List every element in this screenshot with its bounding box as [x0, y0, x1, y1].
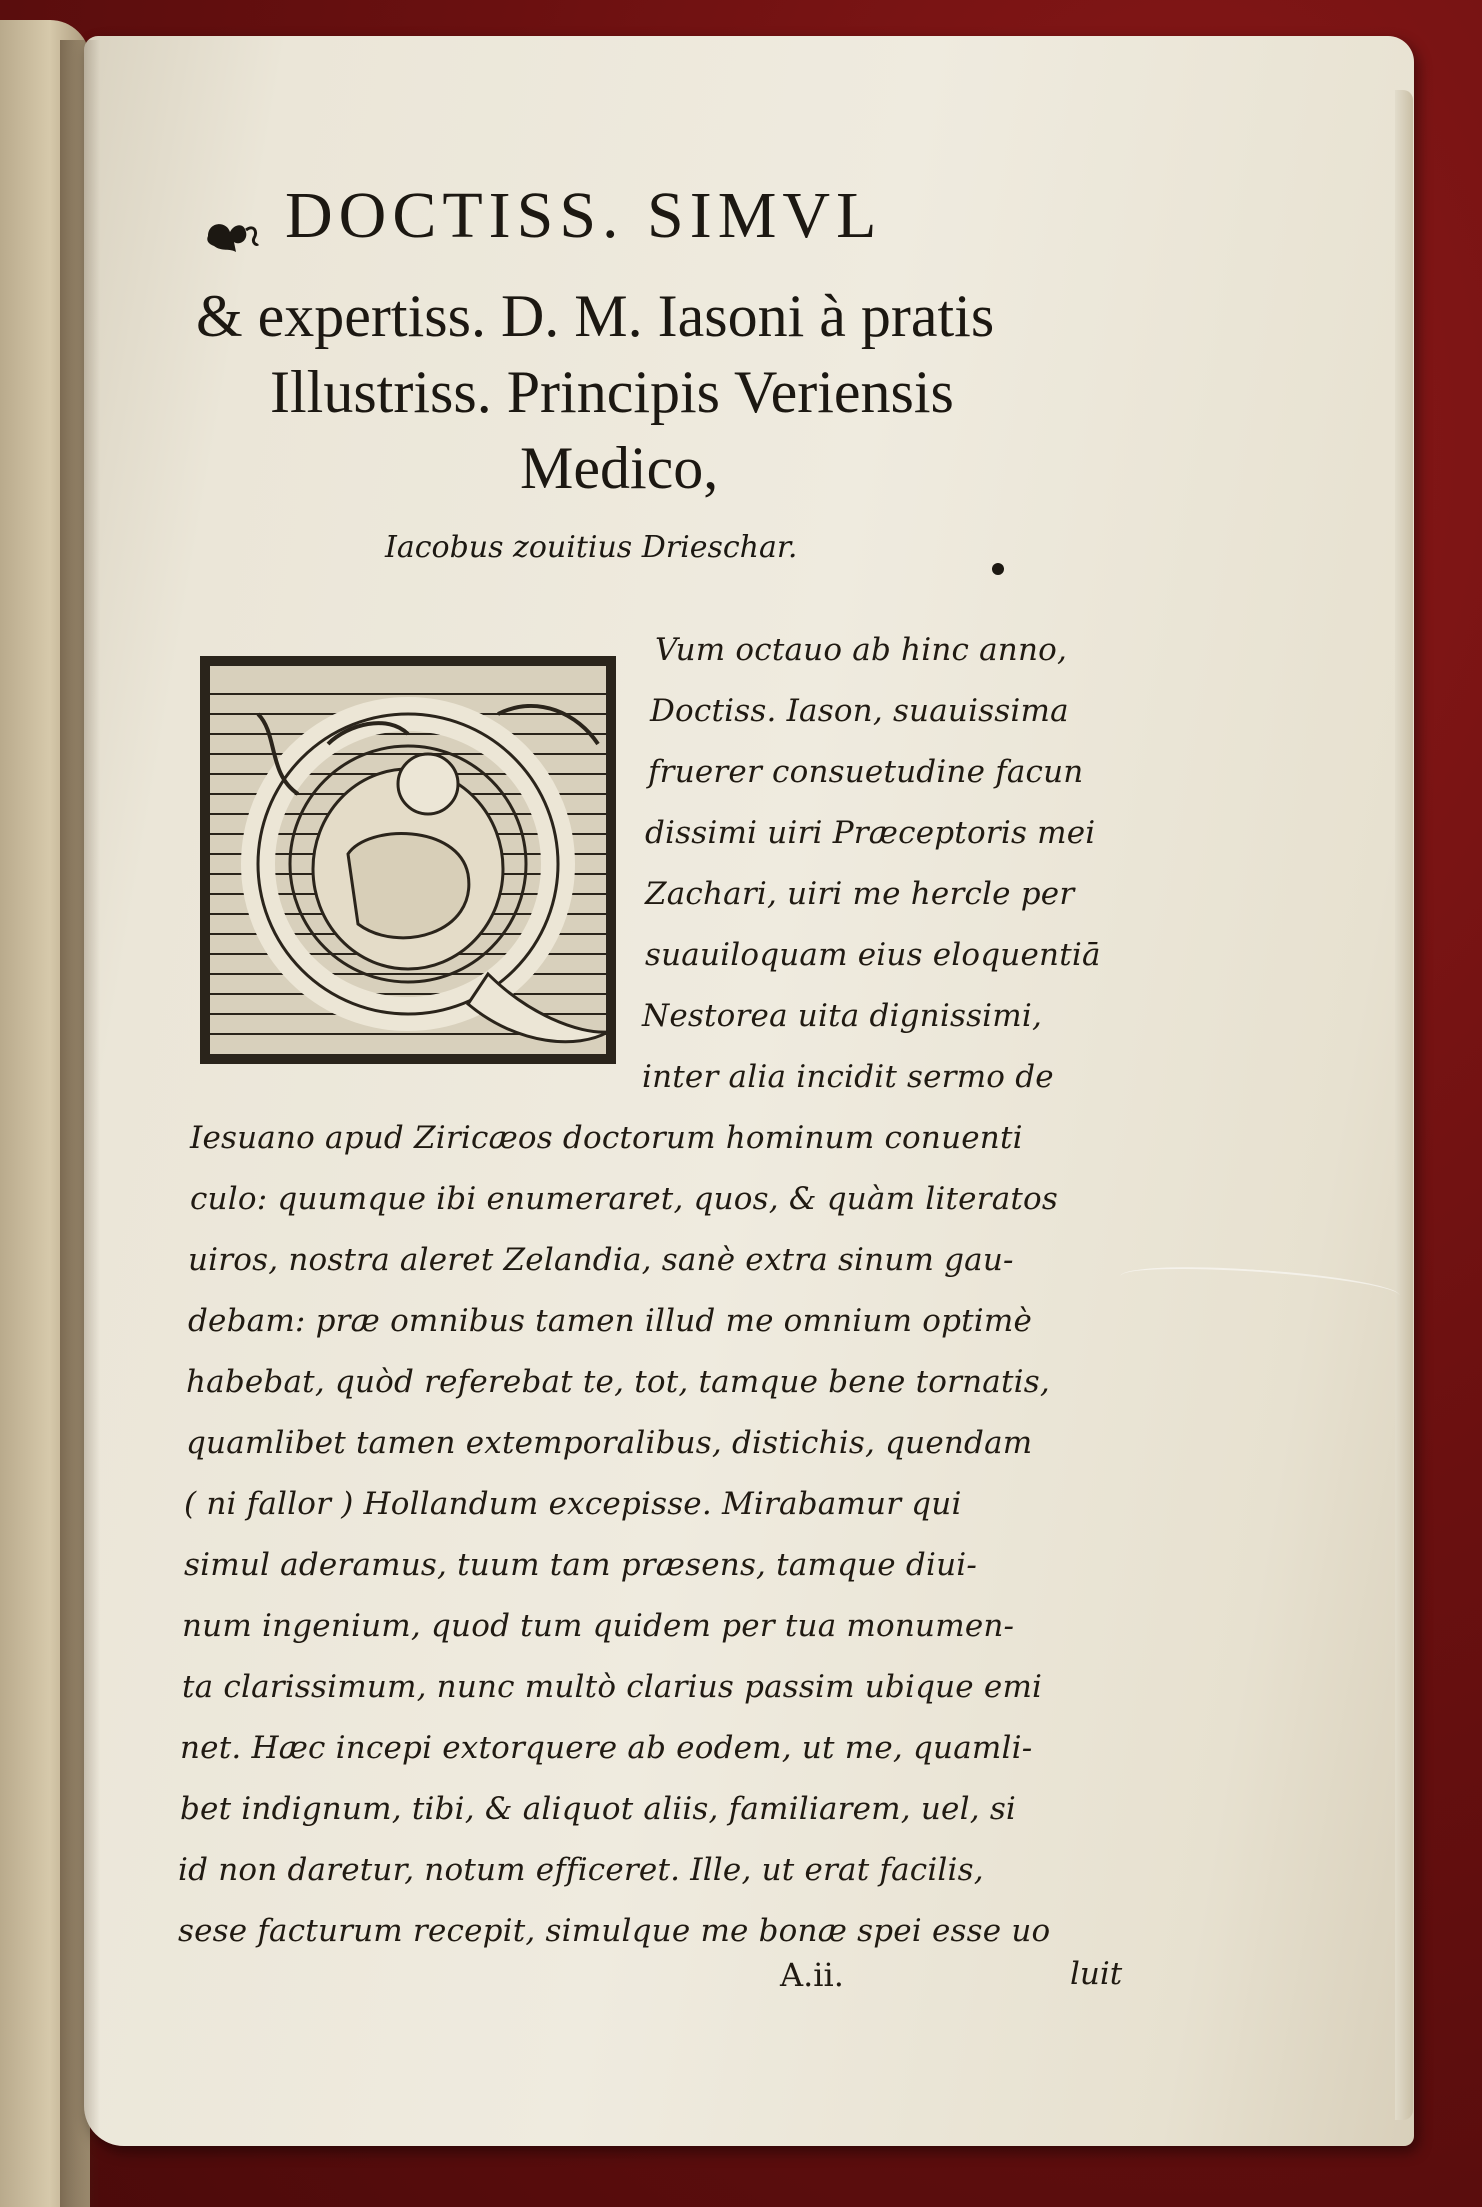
body-line: habebat, quòd referebat te, tot, tamque bene tornatis, — [186, 1364, 1050, 1400]
body-line: num ingenium, quod tum quidem per tua monumen- — [182, 1608, 1015, 1644]
body-line: quamlibet tamen extemporalibus, distichis, quendam — [186, 1425, 1033, 1461]
body-line: Doctiss. Iason, suauissima — [650, 693, 1069, 729]
book-gutter-shadow — [60, 40, 100, 2207]
catchword: luit — [1070, 1956, 1123, 1992]
body-line: inter alia incidit sermo de — [642, 1059, 1054, 1095]
body-line: net. Hæc incepi extorquere ab eodem, ut me, quamli- — [180, 1730, 1033, 1766]
body-line: bet indignum, tibi, & aliquot aliis, familiarem, uel, si — [180, 1791, 1017, 1827]
body-line: dissimi uiri Præceptoris mei — [645, 815, 1096, 851]
body-line: id non daretur, notum efficeret. Ille, ut erat facilis, — [178, 1852, 984, 1888]
ornamental-dot — [992, 563, 1004, 575]
body-line: sese facturum recepit, simulque me bonæ spei esse uo — [178, 1913, 1051, 1949]
page-fore-edge — [1395, 90, 1413, 2120]
body-line: culo: quumque ibi enumeraret, quos, & quàm literatos — [190, 1181, 1059, 1217]
body-line: Nestorea uita dignissimi, — [642, 998, 1043, 1034]
body-line: fruerer consuetudine facun — [648, 754, 1084, 790]
body-line: Vum octauo ab hinc anno, — [655, 632, 1068, 668]
heading-line-1: & expertiss. D. M. Iasoni à pratis — [196, 283, 995, 349]
body-line: simul aderamus, tuum tam præsens, tamque diui- — [184, 1547, 978, 1583]
heading-line-2: Illustriss. Principis Veriensis — [270, 359, 954, 425]
body-line: Iesuano apud Ziricæos doctorum hominum conuenti — [190, 1120, 1023, 1156]
body-line: ta clarissimum, nunc multò clarius passim ubique emi — [182, 1669, 1043, 1705]
body-line: Zachari, uiri me hercle per — [645, 876, 1075, 912]
body-line: debam: præ omnibus tamen illud me omnium optimè — [188, 1303, 1033, 1339]
fleuron-icon — [200, 210, 260, 260]
body-line: ( ni fallor ) Hollandum excepisse. Mirabamur qui — [184, 1486, 962, 1522]
body-line: uiros, nostra aleret Zelandia, sanè extra sinum gau- — [188, 1242, 1014, 1278]
signature-mark: A.ii. — [780, 1956, 844, 1994]
woodcut-initial-q — [198, 654, 618, 1066]
author-line: Iacobus zouitius Drieschar. — [385, 530, 798, 565]
page-title: DOCTISS. SIMVL — [285, 179, 883, 252]
body-line: suauiloquam eius eloquentiā — [645, 937, 1101, 973]
heading-line-3: Medico, — [520, 435, 719, 501]
